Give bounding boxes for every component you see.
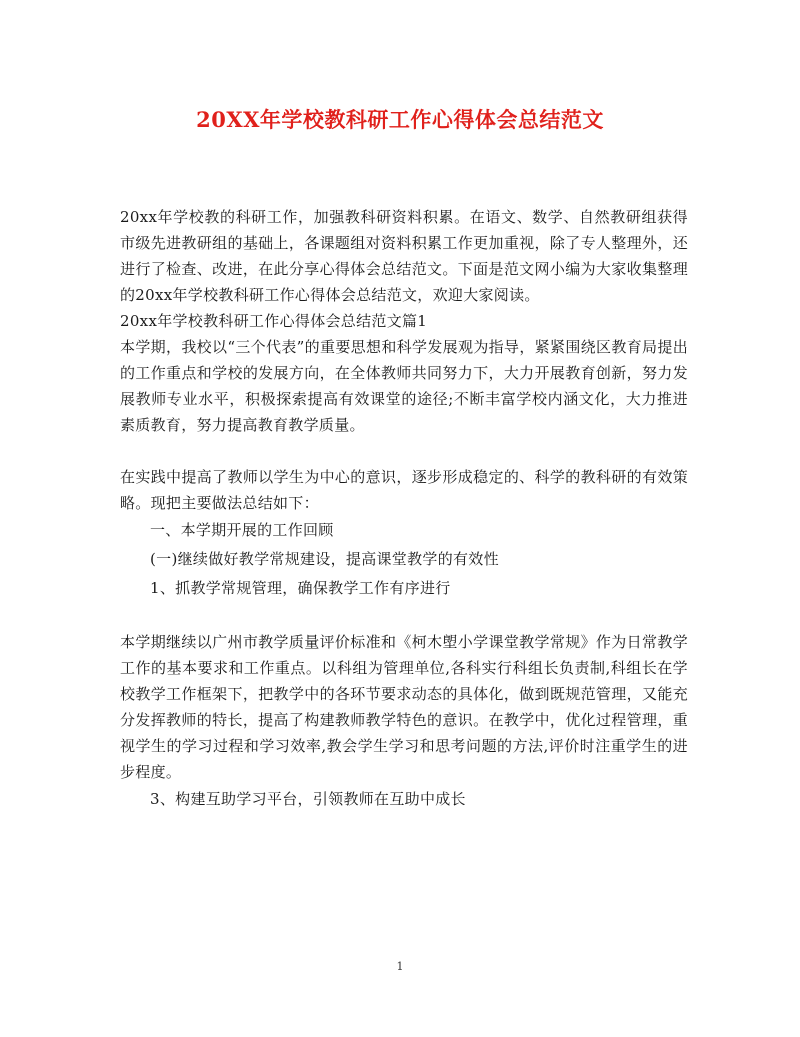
paragraph-3: 本学期继续以广州市教学质量评价标准和《柯木塱小学课堂教学常规》作为日常教学工作的基本要求和工作重点。以科组为管理单位,各科实行科组长负责制,科组长在学校教学工作框架下，把教学中的各环节要求动态的具体化，做到既规范管理，又能充分发挥教师的特长，提高了构建教师教学特色的意识。在教学中，优化过程管理，重视学生的学习过程和学习效率,教会学生学习和思考问题的方法,评价时注重学生的进步程度。 <box>120 633 688 781</box>
section-subtitle: 20xx年学校教科研工作心得体会总结范文篇1 <box>120 312 428 330</box>
intro-paragraph: 20xx年学校教的科研工作，加强教科研资料积累。在语文、数学、自然教研组获得市级先进教研组的基础上，各课题组对资料积累工作更加重视，除了专人整理外，还进行了检查、改进，在此分享心得体会总结范文。下面是范文网小编为大家收集整理的20xx年学校教科研工作心得体会总结范文，欢迎大家阅读。 <box>120 208 688 304</box>
paragraph-2: 在实践中提高了教师以学生为中心的意识，逐步形成稳定的、科学的教科研的有效策略。现把主要做法总结如下： <box>120 468 688 512</box>
document-title: 20XX年学校教科研工作心得体会总结范文 <box>196 107 604 132</box>
document-body <box>120 204 688 814</box>
heading-review: 一、本学期开展的工作回顾 <box>150 521 334 539</box>
heading-management: 1、抓教学常规管理，确保教学工作有序进行 <box>150 579 451 597</box>
paragraph-1: 本学期，我校以“三个代表”的重要思想和科学发展观为指导，紧紧围绕区教育局提出的工作重点和学校的发展方向，在全体教师共同努力下，大力开展教育创新，努力发展教师专业水平，积极探索提高有效课堂的途径;不断丰富学校内涵文化，大力推进素质教育，努力提高教育教学质量。 <box>120 338 688 434</box>
heading-platform: 3、构建互助学习平台，引领教师在互助中成长 <box>150 790 466 808</box>
heading-routine: (一)继续做好教学常规建设，提高课堂教学的有效性 <box>150 550 499 568</box>
page-number: 1 <box>396 960 404 973</box>
